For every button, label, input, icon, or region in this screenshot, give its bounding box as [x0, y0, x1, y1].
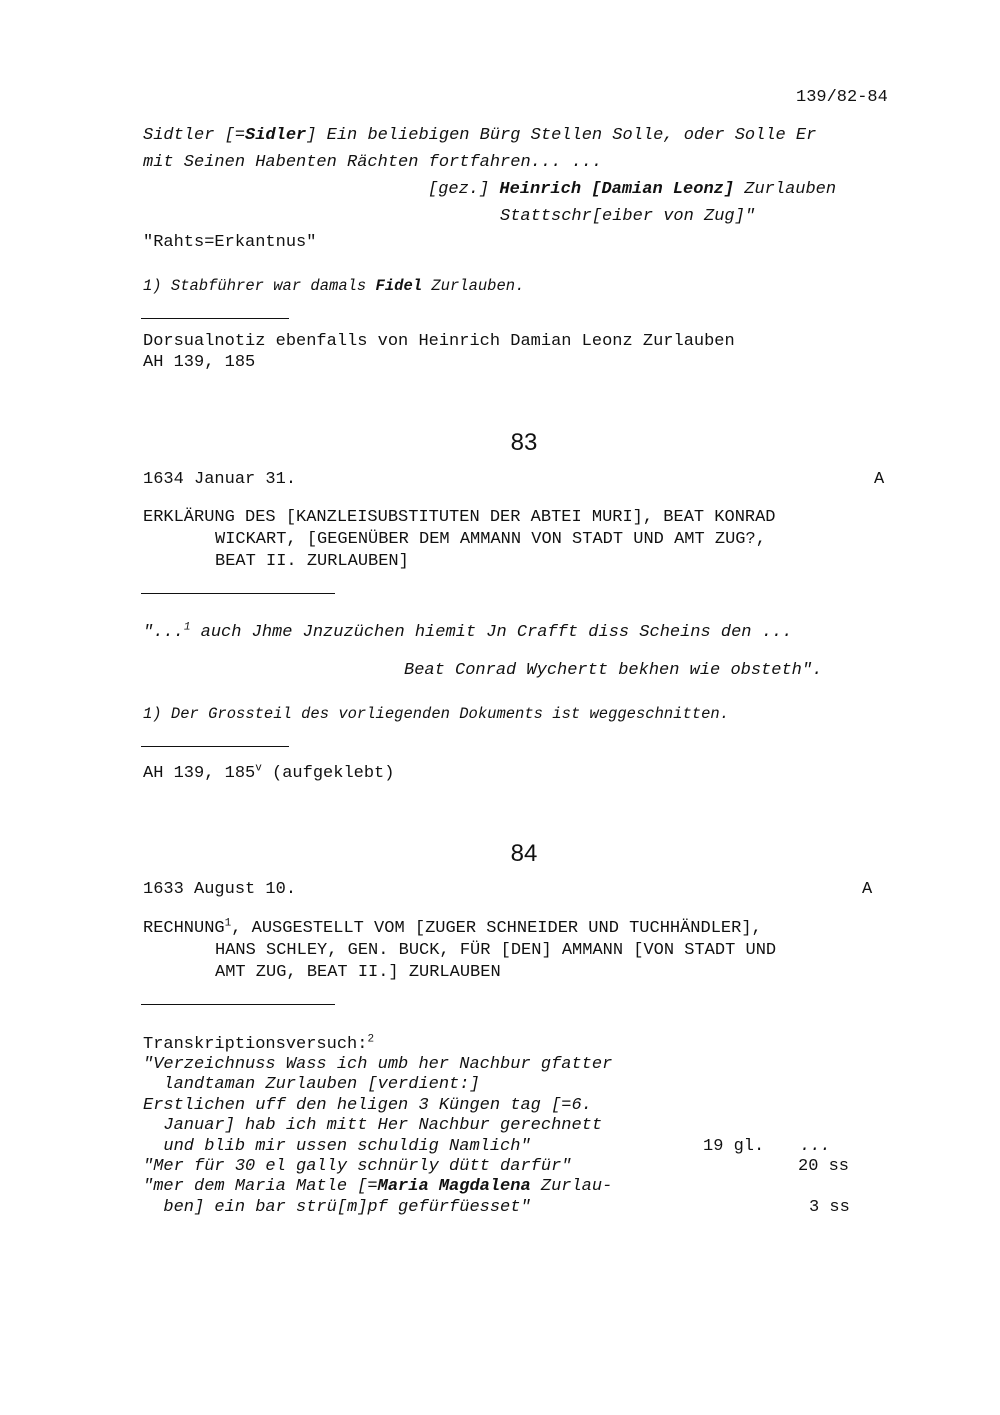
doc83-quote-a: "... [143, 623, 184, 642]
prev-text-line-1 [143, 125, 816, 146]
prev-line1-bold: Sidler [245, 126, 307, 145]
prev-source: AH 139, 185 [143, 353, 256, 372]
doc83-quote-line-2: Beat Conrad Wychertt bekhen wie obsteth". [404, 661, 823, 680]
doc84-type: A [862, 880, 873, 899]
prev-line1-c: ] Ein beliebigen Bürg Stellen Solle, oder Solle Er [306, 126, 817, 145]
doc84-line7-bold: Maria Magdalena [377, 1177, 531, 1197]
prev-line1-a: Sidtler [= [143, 126, 246, 145]
amount-3: 3 ss [809, 1197, 850, 1217]
doc84-line-6: "Mer für 30 el gally schnürly dütt darfür" [143, 1157, 572, 1176]
doc84-title-b: , AUSGESTELLT VOM [ZUGER SCHNEIDER UND TUCHHÄNDLER], [231, 919, 762, 938]
doc84-line7-c: Zurlau- [530, 1177, 613, 1197]
doc83-source [143, 763, 394, 784]
doc84-title-line-1 [143, 918, 762, 939]
amount-1-gulden: 19 gl. [703, 1136, 765, 1156]
prev-footnote-bold: Fidel [375, 277, 423, 295]
doc84-line7-a: "mer dem Maria Matle [= [143, 1177, 378, 1197]
doc84-number: 84 [510, 840, 538, 867]
amount-2: 20 ss [798, 1157, 850, 1176]
doc84-line-4: Januar] hab ich mitt Her Nachbur gerechnett [143, 1116, 603, 1136]
doc84-line-7 [143, 1177, 612, 1197]
doc84-line-3: Erstlichen uff den heligen 3 Küngen tag [=6. [143, 1095, 592, 1115]
doc83-source-b: (aufgeklebt) [261, 764, 395, 783]
doc84-title-divider [141, 1004, 335, 1005]
prev-footnote-a: 1) Stabführer war damals [143, 277, 376, 295]
doc84-date: 1633 August 10. [143, 880, 297, 899]
page-header: 139/82-84 [796, 88, 888, 107]
doc84-title-footnote-ref: 1 [224, 917, 232, 930]
doc83-number: 83 [510, 429, 538, 456]
signature-a: [gez.] [428, 180, 500, 199]
signature-bold: Heinrich [Damian Leonz] [499, 180, 735, 199]
prev-dorsual-note: Dorsualnotiz ebenfalls von Heinrich Damian Leonz Zurlauben [143, 332, 735, 351]
doc83-quote-line-1 [143, 622, 792, 643]
doc83-quote-footnote-ref: 1 [183, 621, 191, 634]
prev-signature-2: Stattschr[eiber von Zug]" [500, 207, 756, 226]
trans-footnote-ref: 2 [367, 1033, 375, 1046]
doc83-title-line-3: BEAT II. ZURLAUBEN] [215, 552, 409, 571]
doc83-title-line-2: WICKART, [GEGENÜBER DEM AMMANN VON STADT UND AMT ZUG?, [215, 530, 766, 549]
doc84-title-line-3: AMT ZUG, BEAT II.] ZURLAUBEN [215, 963, 501, 982]
doc84-line-2: landtaman Zurlauben [verdient:] [143, 1075, 480, 1095]
prev-text-line-2: mit Seinen Habenten Rächten fortfahren... ... [143, 153, 603, 172]
prev-footnote-c: Zurlauben. [422, 277, 525, 295]
prev-rahts: "Rahts=Erkantnus" [143, 233, 317, 252]
doc83-title-divider [141, 593, 335, 594]
amount-1-dots: ... [800, 1136, 831, 1156]
doc83-type: A [874, 470, 885, 489]
doc84-line-8: ben] ein bar strü[m]pf gefürfüesset" [143, 1197, 531, 1217]
doc84-line-1: "Verzeichnuss Wass ich umb her Nachbur gfatter [143, 1055, 613, 1074]
doc84-transcription-label [143, 1034, 374, 1055]
prev-footnote [143, 276, 524, 297]
doc83-date: 1634 Januar 31. [143, 470, 297, 489]
trans-label-text: Transkriptionsversuch: [143, 1035, 368, 1054]
doc83-title-line-1: ERKLÄRUNG DES [KANZLEISUBSTITUTEN DER ABTEI MURI], BEAT KONRAD [143, 508, 776, 527]
doc83-footnote-divider [141, 746, 289, 747]
doc83-footnote: 1) Der Grossteil des vorliegenden Dokuments ist weggeschnitten. [143, 705, 729, 723]
doc84-line-5: und blib mir ussen schuldig Namlich" [143, 1136, 531, 1156]
doc83-quote-b: auch Jhme Jnzuzüchen hiemit Jn Crafft diss Scheins den ... [190, 623, 793, 642]
doc83-source-a: AH 139, 185 [143, 764, 256, 783]
doc83-source-verso: v [255, 762, 262, 775]
footnote-divider [141, 318, 289, 319]
signature-c: Zurlauben [734, 180, 837, 199]
prev-signature-1 [428, 179, 836, 200]
doc84-title-line-2: HANS SCHLEY, GEN. BUCK, FÜR [DEN] AMMANN [VON STADT UND [215, 941, 777, 960]
doc84-title-a: RECHNUNG [143, 919, 225, 938]
